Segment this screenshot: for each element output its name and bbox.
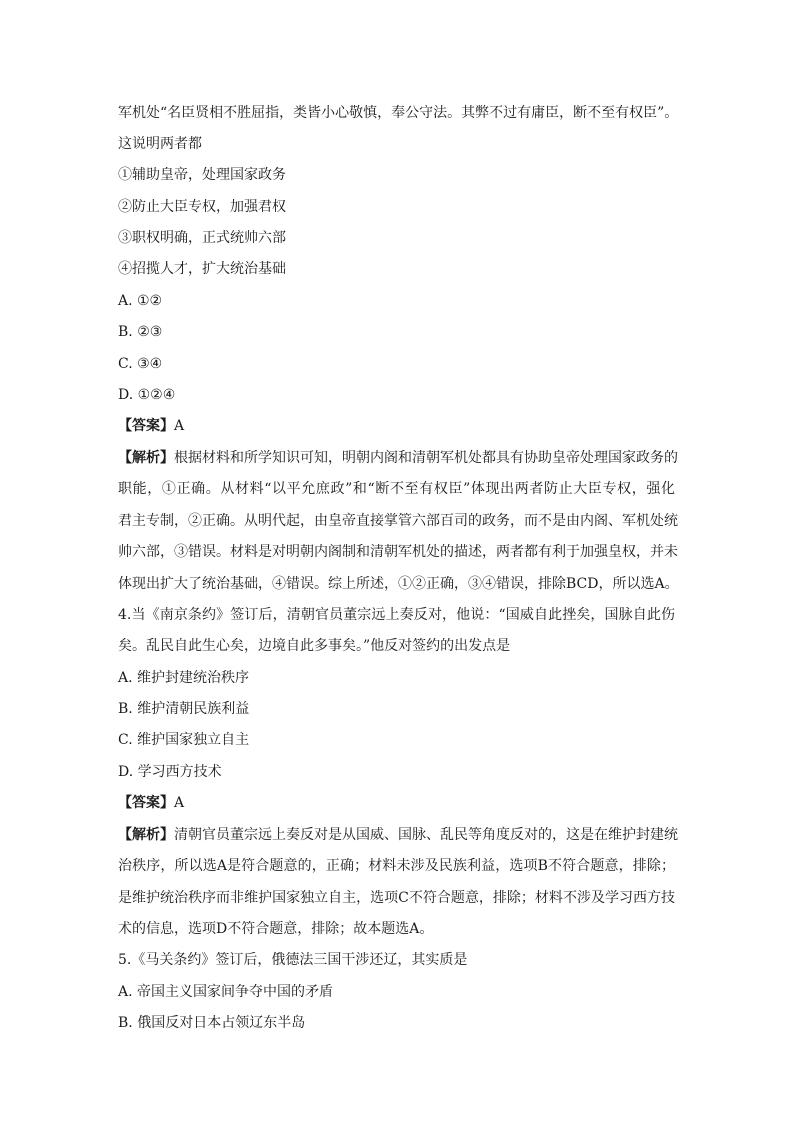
analysis-tag: 【解析】 (118, 450, 174, 466)
q5-option-a: A. 帝国主义国家间争夺中国的矛盾 (118, 984, 334, 1000)
q4-option-d: D. 学习西方技术 (118, 764, 222, 780)
q3-stem-line-1: 军机处“名臣贤相不胜屈指，类皆小心敬慎，奉公守法。其弊不过有庸臣，断不至有权臣”。 (118, 105, 679, 121)
q5-option-b: B. 俄国反对日本占领辽东半岛 (118, 1015, 306, 1031)
q3-answer (118, 416, 184, 436)
q3-analysis-line-1 (118, 448, 678, 468)
q4-answer (118, 793, 184, 813)
q4-stem-line-2: 矣。乱民自此生心矣，边境自此多事矣。”他反对签约的出发点是 (118, 638, 511, 654)
analysis-text: 根据材料和所学知识可知，明朝内阁和清朝军机处都具有协助皇帝处理国家政务的 (174, 450, 678, 466)
q3-option-d: D. ①②④ (118, 387, 176, 403)
q3-option-c: C. ③④ (118, 356, 163, 372)
q3-analysis-line-4: 帅六部，③错误。材料是对明朝内阁制和清朝军机处的描述，两者都有利于加强皇权，并未 (118, 544, 678, 560)
analysis-tag: 【解析】 (118, 827, 174, 843)
answer-tag: 【答案】 (118, 418, 174, 434)
q3-option-a: A. ①② (118, 293, 163, 309)
answer-value: A (174, 418, 185, 434)
q4-analysis-line-1 (118, 825, 678, 845)
q3-item-4: ④招揽人才，扩大统治基础 (118, 261, 286, 277)
q3-analysis-line-3: 君主专制，②正确。从明代起，由皇帝直接掌管六部百司的政务，而不是由内阁、军机处统 (118, 513, 678, 529)
q3-item-1: ①辅助皇帝，处理国家政务 (118, 167, 286, 183)
q5-stem: 5.《马关条约》签订后，俄德法三国干涉还辽，其实质是 (118, 952, 468, 968)
q3-item-3: ③职权明确，正式统帅六部 (118, 230, 286, 246)
q4-analysis-line-3: 是维护统治秩序而非维护国家独立自主，选项C不符合题意，排除；材料不涉及学习西方技 (118, 890, 675, 906)
q4-analysis-line-2: 治秩序，所以选A是符合题意的，正确；材料未涉及民族利益，选项B不符合题意，排除； (118, 858, 675, 874)
q4-analysis-line-4: 术的信息，选项D不符合题意，排除；故本题选A。 (118, 921, 434, 937)
analysis-text: 清朝官员董宗远上奏反对是从国威、国脉、乱民等角度反对的，这是在维护封建统 (174, 827, 678, 843)
q4-option-b: B. 维护清朝民族利益 (118, 701, 250, 717)
q3-option-b: B. ②③ (118, 324, 163, 340)
answer-tag: 【答案】 (118, 795, 174, 811)
q4-stem-line-1: 4.当《南京条约》签订后，清朝官员董宗远上奏反对，他说：“国威自此挫矣，国脉自此伤 (118, 607, 675, 623)
q3-analysis-line-5: 体现出扩大了统治基础，④错误。综上所述，①②正确，③④错误，排除BCD，所以选A。 (118, 576, 679, 592)
answer-value: A (174, 795, 185, 811)
q3-stem-line-2: 这说明两者都 (118, 136, 202, 152)
q3-item-2: ②防止大臣专权，加强君权 (118, 199, 286, 215)
q3-analysis-line-2: 职能，①正确。从材料“以平允庶政”和“断不至有权臣”体现出两者防止大臣专权，强化 (118, 481, 675, 497)
q4-option-c: C. 维护国家独立自主 (118, 732, 250, 748)
q4-option-a: A. 维护封建统治秩序 (118, 670, 250, 686)
